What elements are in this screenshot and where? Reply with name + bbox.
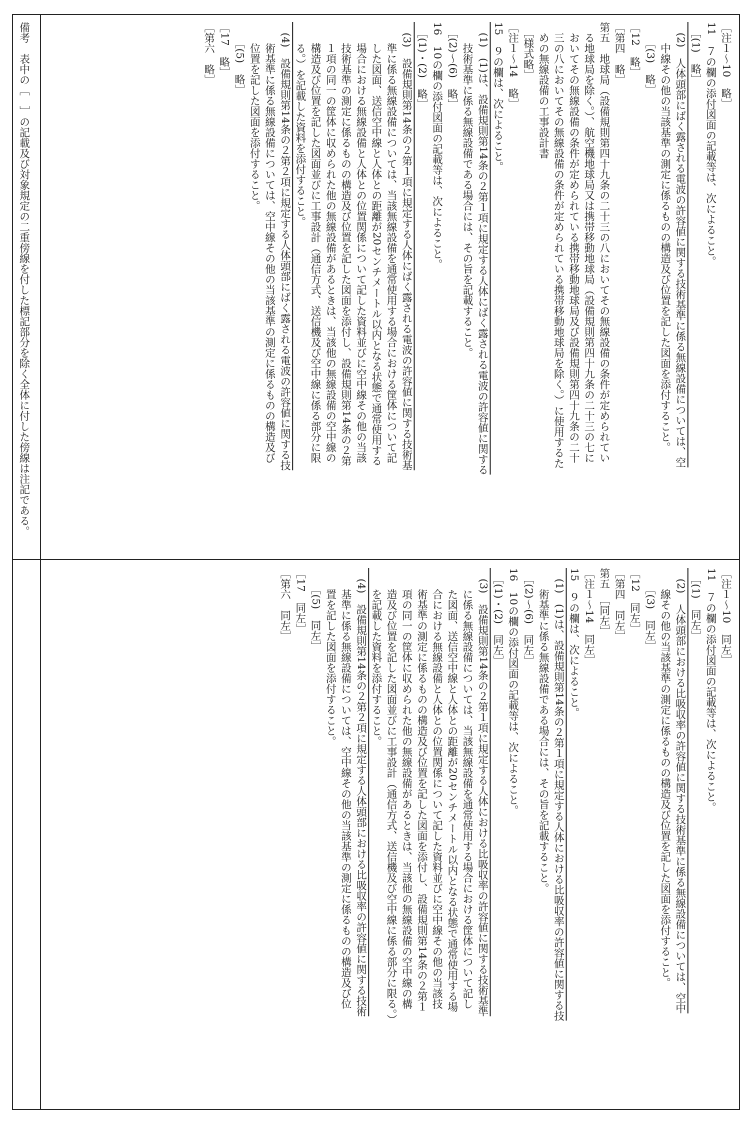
text-line: 15 ９の欄は、次によること。 [491,22,504,172]
text-line: る。）を記載した資料を添付すること。 [294,22,307,227]
text-line: おいてその無線設備の条件が定められている携帯移動地球局及び設備規則第四十九条の二十 [567,22,580,463]
text-line: ［(1) 同左］ [689,568,702,641]
text-line: (1) (1)は、設備規則第14条の２第１項に規定する人体における比吸収率の許容値に関する技 [552,568,565,1021]
text-line: を記載した資料を添付すること。 [370,568,383,747]
text-line: に係る無線設備については、当該無線設備を通常使用する場合における筐体について記し [461,568,474,1009]
remarks-column-divider [40,14,41,1110]
before-revision-column [201,22,733,552]
text-line: ［注１～14 略］ [507,22,520,109]
text-line: ［17 同左］ [294,568,307,634]
text-line: 術基準の測定に係るものの構造及び位置を記した図面を添付し、設備規則第14条の２第１ [415,568,428,1012]
text-line: (2) 人体頭部にばく露される電波の許容値に関する技術基準に係る無線設備については、空 [674,22,687,468]
text-line: ［注１～14 同左］ [583,568,596,666]
text-line: (3) 設備規則第14条の２第１項に規定する人体における比吸収率の許容値に関する技術基準 [476,568,489,1017]
text-line: た図面、送信空中線と人体との距離が20センチメートル以内となる状態で通常使用する場 [446,568,459,1012]
text-line: ［第四 略］ [613,22,626,85]
text-line: 11 ７の欄の添付図面の記載等は、次によること。 [704,568,717,813]
text-line: ［第六 同左］ [279,568,292,642]
text-line: (2) 人体頭部における比吸収率の許容値に関する技術基準に係る無線設備については、空中 [674,568,687,1014]
text-line: 線その他の当該基準の測定に係るものの構造及び位置を記した図面を添付すること。 [659,568,672,988]
text-line: ［(5) 同左］ [309,568,322,652]
text-line: (1) (1)は、設備規則第14条の２第１項に規定する人体にばく露される電波の許容値に関する [476,22,489,475]
remarks-note: 備考 表中の［ ］の記載及び対象規定の二重傍線を付した標記部分を除く全体に付した傍線は注記である。 [18,22,31,537]
text-line: ［注１～10 同左］ [720,568,732,666]
text-line: ［第四 同左］ [613,568,626,642]
text-line: る地球局を除く。）、航空機地球局又は携帯移動地球局（設備規則第四十九条の二十三の七に [583,22,596,463]
text-line: １項の同一の筐体に収められた他の無線設備があるときは、当該他の無線設備の空中線の [324,22,337,463]
text-line: 技術基準に係る無線設備である場合には、その旨を記載すること。 [461,22,474,358]
text-line: 項の同一の筐体に収められた他の無線設備があるときは、当該他の無線設備の空中線の構 [400,568,413,1009]
text-line: 第五 地球局（設備規則第四十九条の二十三の八においてその無線設備の条件が定められてい [598,22,611,463]
table-row-divider [12,559,740,560]
text-line: ［(1)・(2) 略］ [415,22,428,110]
text-line: 構造及び位置を記した図面並びに工事設計（通信方式、送信機及び空中線に係る部分に限 [309,22,322,463]
text-line: 16 10の欄の添付図面の記載等は、次によること。 [507,568,520,816]
text-line: した図面、送信空中線と人体との距離が20センチメートル以内となる状態で通常使用する [370,22,383,466]
text-line: 場合における無線設備と人体との位置関係について記した資料並びに空中線その他の当該 [355,22,368,463]
text-line: 準に係る無線設備については、当該無線設備を通常使用する場合における筐体について記 [385,22,398,463]
text-line: ［(5) 略］ [233,22,246,95]
text-line: 位置を記した図面を添付すること。 [248,22,261,211]
text-line: ［(3) 略］ [643,22,656,95]
text-line: 合における無線設備と人体との位置関係について記した資料並びに空中線その他の当該技 [431,568,444,1009]
text-line: (3) 設備規則第14条の２第１項に規定する人体にばく露される電波の許容値に関する技術基 [400,22,413,471]
text-line: 術基準に係る無線設備である場合には、その旨を記載すること。 [537,568,550,894]
text-line: 第五 ［同左］ [598,568,611,637]
text-line: 11 ７の欄の添付図面の記載等は、次によること。 [704,22,717,267]
text-line: 中線その他の当該基準の測定に係るものの構造及び位置を記した図面を添付すること。 [659,22,672,453]
text-line: ［17 略］ [218,22,231,78]
text-line: (4) 設備規則第14条の２第２項に規定する人体頭部にばく露される電波の許容値に関する技 [279,22,292,471]
text-line: めの無線設備の工事設計書 [537,22,550,159]
text-line: 基準に係る無線設備については、空中線その他の当該基準の測定に係るものの構造及び位 [339,568,352,1009]
text-line: ［(1)・(2) 同左］ [491,568,504,666]
text-line: ［注１～10 略］ [720,22,732,109]
text-line: 三の八においてその無線設備の条件が定められている携帯移動地球局を除く。）に使用するた [552,22,565,469]
text-line: ［(1) 略］ [689,22,702,85]
text-line: 術基準に係る無線設備については、空中線その他の当該基準の測定に係るものの構造及び [263,22,276,463]
text-line: 15 ９の欄は、次によること。 [567,568,580,718]
text-line: 置を記した図面を添付すること。 [324,568,337,747]
after-revision-column [277,568,733,1103]
text-line: ［(3) 同左］ [643,568,656,652]
text-line: (4) 設備規則第14条の２第２項に規定する人体頭部における比吸収率の許容値に関する技術 [355,568,368,1017]
text-line: 造及び位置を記した図面並びに工事設計（通信方式、送信機及び空中線に係る部分に限る。） [385,568,398,1025]
text-line: ［様式略］ [522,22,535,80]
text-line: ［第六 略］ [203,22,216,85]
text-line: ［12 同左］ [628,568,641,634]
text-line: 技術基準の測定に係るものの構造及び位置を記した図面を添付し、設備規則第14条の２第 [339,22,352,466]
text-line: ［12 略］ [628,22,641,78]
text-line: ［(2)～(6) 同左］ [522,568,535,666]
text-line: 16 10の欄の添付図面の記載等は、次によること。 [431,22,444,270]
text-line: ［(2)～(6) 略］ [446,22,459,110]
